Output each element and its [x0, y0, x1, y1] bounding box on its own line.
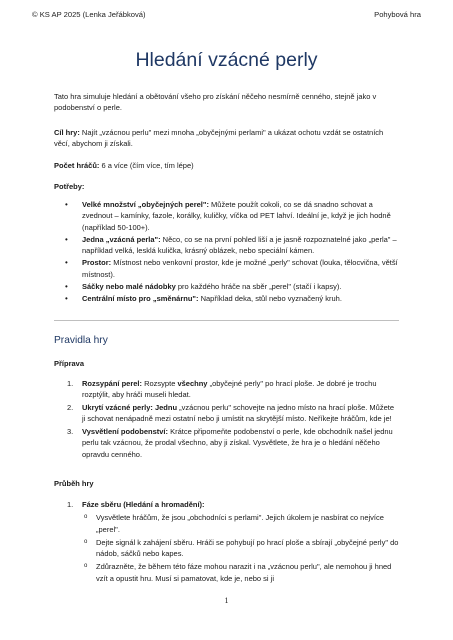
players-paragraph: [54, 160, 399, 171]
list-item: [54, 426, 399, 460]
prep-heading: Příprava: [54, 359, 85, 368]
prep-text: „vzácnou perlu" schovejte na jedno místo na hrací ploše. Můžete ji schovat nenápadně mezi ostatní nebo ji umístit na skrytější místo. Neříkejte hráčům, kde je!: [82, 403, 395, 424]
need-text: Místnost nebo venkovní prostor, kde je možné „perly" schovat (louka, tělocvična, větší místnost).: [82, 258, 398, 279]
list-item: [54, 234, 399, 257]
players-text: 6 a více (čím více, tím lépe): [99, 161, 194, 170]
sub-bullet: o: [84, 538, 88, 545]
item-number: 2.: [67, 403, 74, 412]
phase-heading: [54, 499, 399, 510]
list-item: [54, 402, 399, 425]
need-label: Prostor:: [82, 258, 112, 268]
list-item: [54, 561, 399, 584]
prep-pre: Rozsypte: [142, 379, 178, 388]
prep-text: Krátce připomeňte podobenství o perle, kde obchodník našel jednu perlu tak vzácnou, že prodal všechno, aby ji získal. Vysvětlete, že hra je o hledání něčeho opravdu cenného.: [82, 427, 393, 459]
list-item: [54, 378, 399, 401]
list-item: [54, 512, 399, 535]
rules-heading: Pravidla hry: [54, 335, 108, 346]
list-item: [54, 257, 399, 280]
needs-heading: [54, 181, 399, 192]
need-text: Můžete použít cokoli, co se dá snadno schovat a zvednout – kamínky, fazole, korálky, kuličky, víčka od PET lahví. Ideální je, když je jich hodně (například 50-100+).: [82, 200, 391, 232]
sub-bullet: o: [84, 514, 88, 521]
intro-paragraph: [54, 91, 399, 114]
need-text: pro každého hráče na sběr „perel" (stačí i kapsy).: [175, 281, 342, 291]
intro-text: Tato hra simuluje hledání a obětování všeho pro získání něčeho nesmírně cenného, stejně jako v podobenství o perle.: [54, 92, 377, 113]
list-item: [54, 281, 399, 292]
item-number: 1.: [67, 500, 74, 509]
phase-item-text: Vysvětlete hráčům, že jsou „obchodníci s perlami". Jejich úkolem je nasbírat co nejvíce „perel".: [96, 513, 384, 534]
prep-text: „obyčejné perly" po hrací ploše. Je dobré je trochu rozptýlit, aby hráči museli hledat.: [82, 379, 377, 400]
header-category: Pohybová hra: [374, 10, 421, 19]
page-number: 1: [224, 596, 229, 605]
needs-heading-text: Potřeby:: [54, 182, 85, 191]
section-divider: [54, 320, 399, 321]
item-number: 1.: [67, 379, 74, 388]
prep-emphasis: všechny: [177, 379, 208, 388]
phase-item-text: Zdůrazněte, že během této fáze mohou narazit i na „vzácnou perlu", ale nemohou ji hned vzít a opustit hru. Musí si pamatovat, kde je, nebo si ji: [96, 562, 392, 583]
phase-item-text: Dejte signál k zahájení sběru. Hráči se pohybují po hrací ploše a sbírají „obyčejné perly" do nádob, sáčků nebo kapes.: [96, 537, 399, 559]
goal-text: Najít „vzácnou perlu" mezi mnoha „obyčejnými perlami" a ukázat ochotu vzdát se ostatních věcí, abychom ji získali.: [54, 128, 384, 149]
needs-list: [54, 199, 399, 305]
prep-label: Rozsypání perel:: [82, 379, 143, 388]
prep-label: Vysvětlení podobenství:: [82, 427, 168, 436]
sub-bullet: o: [84, 563, 88, 570]
need-text: Něco, co se na první pohled liší a je jasně rozpoznatelné jako „perla" – například velká, lesklá kulička, krásný oblázek, nebo speciální kámen.: [82, 234, 397, 256]
goal-paragraph: [54, 127, 399, 150]
phase-label: Fáze sběru (Hledání a hromadění):: [82, 500, 205, 509]
list-item: [54, 293, 399, 304]
phase-section: [54, 499, 399, 586]
need-label: Centrální místo pro „směnárnu":: [82, 293, 199, 303]
list-item: [54, 199, 399, 233]
prep-label: Ukrytí vzácné perly:: [82, 403, 153, 412]
goal-label: Cíl hry:: [54, 128, 80, 137]
item-number: 3.: [67, 427, 74, 436]
phase-list: [54, 512, 399, 584]
need-label: Jedna „vzácná perla":: [82, 234, 161, 244]
need-text: Například deka, stůl nebo vyznačený kruh.: [198, 293, 342, 303]
header-copyright: © KS AP 2025 (Lenka Jeřábková): [32, 10, 146, 19]
document-title: Hledání vzácné perly: [135, 49, 318, 71]
players-label: Počet hráčů:: [54, 161, 100, 170]
course-heading: Průběh hry: [54, 479, 94, 488]
prep-list: [54, 378, 399, 461]
need-label: Sáčky nebo malé nádobky: [82, 281, 176, 291]
list-item: [54, 537, 399, 560]
prep-emphasis: Jednu: [154, 403, 178, 412]
need-label: Velké množství „obyčejných perel":: [82, 200, 209, 209]
